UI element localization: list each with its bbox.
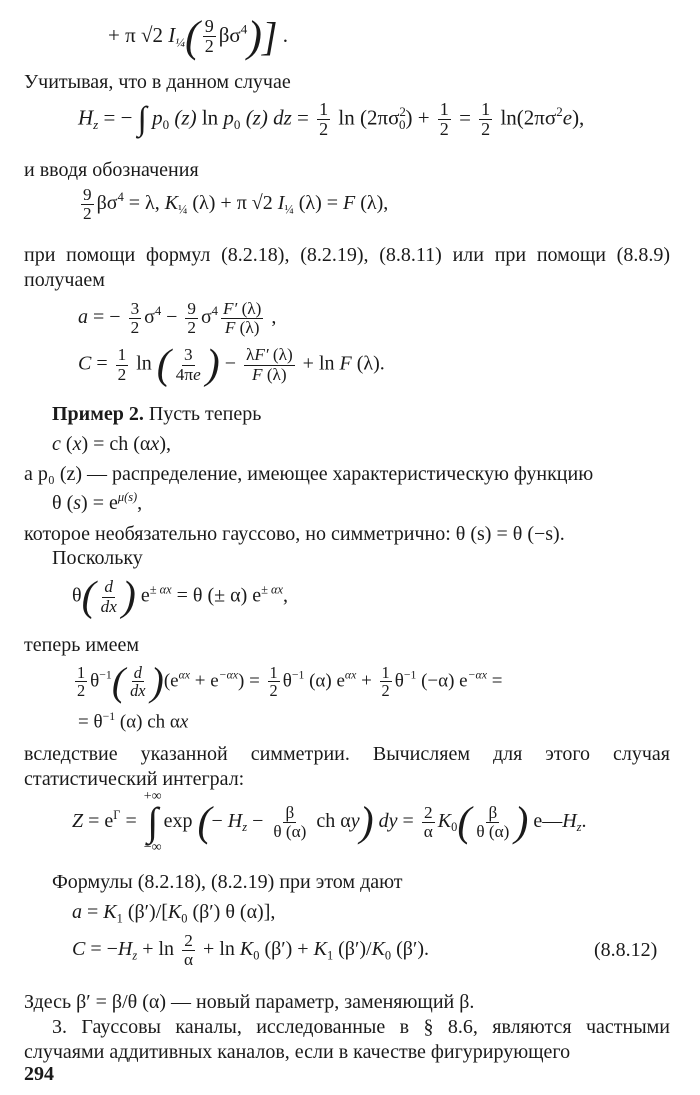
- paragraph-text-5: которое необязательно гауссово, но симметрично: θ (s) = θ (−s).: [24, 523, 565, 545]
- paragraph-text-9: Формулы (8.2.18), (8.2.19) при этом дают: [52, 871, 403, 893]
- equation-long-line-2: = $\theta^{-1}$ (α) ch αx: [78, 710, 189, 733]
- equation-a: a = − $\frac{3}{2}$ $\sigma^4$ − $\frac{9}{2}$ $\sigma^4$ $\frac{F' (\lambda)}{F (\lambda)}$ ,: [78, 299, 277, 338]
- equation-c2: $C = -H_z + \ln$ $\frac{2}{\alpha}$ + $\ln K_0$ $(\beta') + K_1$ $(\beta')/K_0$ (β′).: [72, 931, 429, 970]
- paragraph-text-7: теперь имеем: [24, 634, 140, 656]
- equation-lambda-definition: $\frac{9}{2}$ $\beta\sigma^4 = \lambda$, $K_{\frac{1}{4}}$ (λ) + π √2 $I_{\frac{1}{4}}$ (λ) = F (λ),: [83, 185, 389, 224]
- paragraph-text-11: 3. Гауссовы каналы, исследованные в § 8.6, являются частными случаями аддитивных каналов, если в качестве фигурирующего: [24, 1016, 670, 1063]
- equation-top-fragment: + π √2 $I_{\frac{1}{4}}$( $\frac{9}{2}$ $\beta\sigma^4$)] .: [108, 11, 288, 61]
- equation-c: C = $\frac{1}{2}$ ln ( $\frac{3}{4\pi e}$ ) − $\frac{\lambda F' (\lambda)}{F (\lambda)}$ + ln F (λ).: [78, 342, 385, 388]
- page-number: 294: [24, 1063, 54, 1085]
- equation-cx: c (x) = ch (αx),: [52, 433, 171, 455]
- paragraph-text-4: а p₀ (z) — распределение, имеющее характеристическую функцию: [24, 463, 594, 485]
- equation-theta: θ $(s) = e^{\mu(s)}$,: [52, 490, 143, 515]
- example-text: Пусть теперь: [143, 403, 262, 425]
- paragraph-text-10: Здесь β′ = β/θ (α) — новый параметр, заменяющий β.: [24, 991, 475, 1013]
- equation-number-8-8-12: (8.8.12): [594, 939, 658, 961]
- paragraph-text-6: Поскольку: [52, 547, 143, 569]
- equation-statistical-integral: $Z = e^\Gamma$ = +∞ ∫ −∞ exp (− $H_z$ − $\frac{\beta}{\theta (\alpha)}$ ch αy) dy = $\frac{2}{\alpha}$ $K_0$( $\frac{\beta}{\theta (\alpha)}$ ) $e—H_z$.: [72, 789, 587, 856]
- equation-a2: $a = K_1$ $(\beta')/[K_0$ (β′) θ (α)],: [72, 901, 276, 926]
- paragraph-text-2: и вводя обозначения: [24, 159, 199, 181]
- equation-entropy-hz: $H_z$ = − ∫ $p_0$ (z) $\ln p_0$ (z) dz = $\frac{1}{2}$ $\ln (2\pi\sigma^2_0)$ + $\frac{1}{2}$ = $\frac{1}{2}$ $\ln(2\pi\sigma^2e)$,: [78, 99, 585, 139]
- example-2-heading: [52, 402, 261, 427]
- example-label: Пример 2.: [52, 403, 144, 425]
- paragraph-text-8: вследствие указанной симметрии. Вычисляем для этого случая статистический интеграл:: [24, 743, 670, 790]
- paragraph-text-3: при помощи формул (8.2.18), (8.2.19), (8.8.11) или при помощи (8.8.9) получаем: [24, 244, 670, 291]
- paragraph-text-1: Учитывая, что в данном случае: [24, 71, 291, 93]
- equation-long-line-1: $\frac{1}{2}$ $\theta^{-1}$( $\frac{d}{dx}$ )$(e^{\alpha x} + e^{-\alpha x})$ = $\frac{1}{2}$ $\theta^{-1}$ (α) $e^{\alpha x}$ + $\frac{1}{2}$ $\theta^{-1}$ (−α) $e^{-\alpha x}$ =: [77, 659, 503, 704]
- equation-derivative: θ( $\frac{d}{dx}$ ) $e^{\pm \alpha x} = \theta$ (± α) $e^{\pm \alpha x}$,: [72, 574, 289, 620]
